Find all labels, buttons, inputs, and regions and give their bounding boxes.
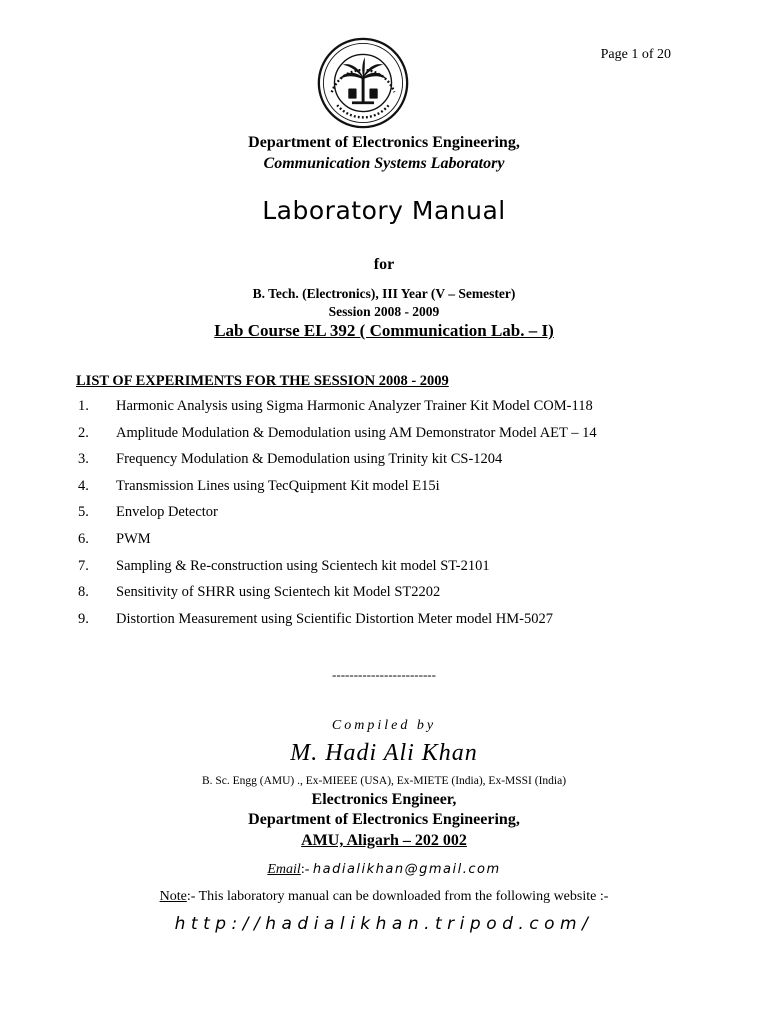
list-item xyxy=(78,425,597,452)
item-number: 7. xyxy=(78,557,89,574)
item-number: 9. xyxy=(78,610,89,627)
item-text: Envelop Detector xyxy=(116,504,218,521)
email-address: hadialikhan@gmail.com xyxy=(312,862,501,877)
list-item xyxy=(78,478,597,505)
email-separator: :- xyxy=(300,862,313,877)
item-number: 1. xyxy=(78,398,89,414)
item-number: 6. xyxy=(78,530,89,547)
course-line: Lab Course EL 392 ( Communication Lab. – I) xyxy=(214,321,554,340)
for-label: for xyxy=(373,256,395,273)
separator-line: ------------------------ xyxy=(332,667,436,682)
item-text: Distortion Measurement using Scientific Distortion Meter model HM-5027 xyxy=(116,610,553,627)
item-text: Sensitivity of SHRR using Scientech kit Model ST2202 xyxy=(116,584,441,601)
program-line: B. Tech. (Electronics), III Year (V – Semester) xyxy=(252,286,516,301)
author-name: M. Hadi Ali Khan xyxy=(290,740,478,766)
experiments-heading: LIST OF EXPERIMENTS FOR THE SESSION 2008 - 2009 xyxy=(76,373,449,389)
note-label: Note xyxy=(159,889,187,904)
email-label: Email xyxy=(267,862,301,877)
session-line: Session 2008 - 2009 xyxy=(328,304,440,319)
item-number: 2. xyxy=(78,424,89,441)
list-item xyxy=(78,504,597,531)
author-credentials: B. Sc. Engg (AMU) ., Ex-MIEEE (USA), Ex-MIETE (India), Ex-MSSI (India) xyxy=(201,775,567,787)
item-text: PWM xyxy=(116,530,151,547)
email-line xyxy=(0,862,768,878)
document-title: Laboratory Manual xyxy=(262,196,506,225)
website-url: http://hadialikhan.tripod.com/ xyxy=(174,914,594,934)
author-department: Department of Electronics Engineering, xyxy=(248,811,520,828)
note-line xyxy=(0,889,768,905)
item-text: Harmonic Analysis using Sigma Harmonic Analyzer Trainer Kit Model COM-118 xyxy=(116,398,593,414)
list-item xyxy=(78,584,597,611)
page-number: Page 1 of 20 xyxy=(600,47,671,62)
item-number: 8. xyxy=(78,584,89,601)
list-item xyxy=(78,558,597,585)
item-text: Transmission Lines using TecQuipment Kit model E15i xyxy=(116,477,440,494)
item-text: Frequency Modulation & Demodulation using Trinity kit CS-1204 xyxy=(116,451,503,468)
list-item xyxy=(78,531,597,558)
item-number: 5. xyxy=(78,504,89,521)
item-text: Sampling & Re-construction using Scientech kit model ST-2101 xyxy=(116,557,490,574)
compiled-by-label: Compiled by xyxy=(331,718,437,733)
author-role: Electronics Engineer, xyxy=(311,791,457,808)
note-text: :- This laboratory manual can be downloaded from the following website :- xyxy=(186,889,609,904)
list-item xyxy=(78,398,597,425)
list-item xyxy=(78,451,597,478)
list-item xyxy=(78,611,597,638)
author-address: AMU, Aligarh – 202 002 xyxy=(301,832,467,849)
university-seal-logo xyxy=(317,37,409,129)
experiment-list xyxy=(78,398,597,637)
laboratory-subheading: Communication Systems Laboratory xyxy=(263,155,505,172)
item-number: 4. xyxy=(78,477,89,494)
item-number: 3. xyxy=(78,451,89,468)
item-text: Amplitude Modulation & Demodulation using AM Demonstrator Model AET – 14 xyxy=(116,424,597,441)
department-heading: Department of Electronics Engineering, xyxy=(248,134,520,151)
